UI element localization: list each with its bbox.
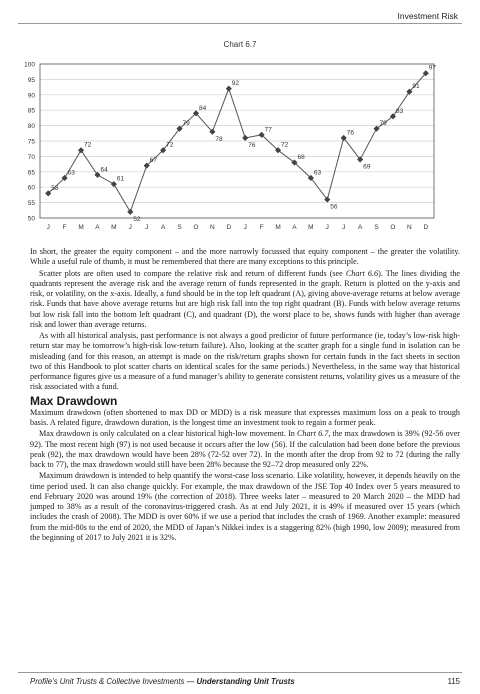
data-point bbox=[226, 86, 232, 92]
paragraph-1: In short, the greater the equity component – and the more narrowly focussed that equity component – the greater the volatility. While a useful rule of thumb, it must be remembered that there are many exceptions to this principle. bbox=[30, 247, 460, 267]
data-label: 92 bbox=[231, 80, 240, 88]
paragraph-6: Maximum drawdown is intended to help quantify the worst-case loss scenario. Like volatility, however, it depends heavily on the time period used. It can also change quickly. For example, the max drawdown of the JSE Top 40 Index over 5 years measured to end February 2020 was around 19% (the correction of 2018). Three weeks later – measured to 20 March 2020 – the MDD had jumped to 38% as a result of the coronavirus-triggered crash. As at end July 2021, it is 49% if measured over 15 years (which includes the crash of 2008). The MDD is over 60% if we use a period that includes the crash of 1969. Another example: measured from the mid-80s to the end of 2020, the MDD of Japan’s Nikkei index is a staggering 82% (high 1990, low 2009); measured from the beginning of 2017 to July 2021 it is 32%. bbox=[30, 471, 460, 542]
data-label: 64 bbox=[100, 166, 108, 174]
data-point bbox=[127, 209, 133, 215]
data-label: 72 bbox=[84, 141, 92, 149]
chart-reference: Chart 6.6 bbox=[345, 268, 379, 278]
x-tick-label: N bbox=[407, 224, 412, 231]
page-number: 115 bbox=[447, 677, 460, 686]
chart-reference: Chart 6.7 bbox=[297, 429, 329, 439]
x-tick-label: D bbox=[423, 224, 429, 231]
paragraph-2 bbox=[30, 269, 460, 331]
x-tick-label: J bbox=[145, 224, 149, 231]
data-label: 97 bbox=[428, 64, 437, 72]
y-tick-label: 60 bbox=[27, 184, 35, 192]
data-label: 91 bbox=[412, 83, 420, 91]
data-point bbox=[242, 135, 248, 141]
footer-book-title: Understanding Unit Trusts bbox=[196, 677, 295, 686]
section-heading: Max Drawdown bbox=[30, 393, 118, 408]
y-tick-label: 100 bbox=[24, 61, 35, 69]
x-tick-label: A bbox=[160, 224, 166, 231]
x-tick-label: S bbox=[177, 224, 182, 231]
x-tick-label: A bbox=[95, 224, 100, 231]
data-label: 78 bbox=[215, 135, 223, 143]
y-tick-label: 95 bbox=[27, 76, 35, 84]
paragraph-2-text: Scatter plots are often used to compare the relative risk and return of different funds (see bbox=[39, 268, 346, 278]
page-footer bbox=[30, 677, 460, 686]
data-label: 63 bbox=[67, 169, 75, 177]
line-chart bbox=[0, 52, 480, 242]
data-label: 72 bbox=[166, 141, 174, 149]
data-label: 69 bbox=[363, 163, 371, 171]
x-tick-label: A bbox=[292, 224, 297, 231]
x-tick-label: A bbox=[357, 224, 363, 231]
x-tick-label: J bbox=[342, 224, 346, 231]
y-tick-label: 50 bbox=[27, 215, 35, 223]
data-label: 76 bbox=[248, 141, 256, 149]
paragraph-4: Maximum drawdown (often shortened to max DD or MDD) is a risk measure that expresses maximum loss on a peak to trough basis. A related figure, drawdown duration, is the longest time an investment took to regain a former peak. bbox=[30, 407, 460, 427]
x-tick-label: J bbox=[243, 224, 247, 231]
data-label: 56 bbox=[330, 203, 338, 211]
chart-title: Chart 6.7 bbox=[223, 40, 257, 49]
paragraph-5-text: Max drawdown is only calculated on a clear historical high-low movement. In bbox=[39, 429, 297, 439]
x-tick-label: J bbox=[325, 224, 329, 231]
data-point bbox=[111, 181, 117, 187]
data-point bbox=[78, 147, 84, 153]
paragraph-5-text-cont: , the max drawdown is 39% (92-56 over 92). The most recent high (97) is not used because it occurs after the low (56). If the calculation had been done before the previous peak (92), the max drawdown would have been 28% (72-52 over 72). In the month after the drop from 92 to 72 (during the rally back to 77), the max drawdown would still have been 28% because the 92–72 drop measured only 22%. bbox=[30, 429, 461, 469]
x-tick-label: S bbox=[374, 224, 379, 231]
data-label: 58 bbox=[51, 184, 59, 192]
y-tick-label: 90 bbox=[27, 92, 35, 100]
body-text bbox=[30, 247, 460, 544]
x-tick-label: F bbox=[62, 224, 67, 231]
x-tick-label: F bbox=[259, 224, 264, 231]
x-tick-label: M bbox=[78, 224, 84, 231]
data-label: 72 bbox=[281, 141, 289, 149]
data-label: 67 bbox=[149, 157, 157, 165]
data-label: 61 bbox=[116, 175, 125, 183]
y-tick-label: 75 bbox=[27, 138, 35, 146]
x-tick-label: M bbox=[111, 224, 117, 231]
data-point bbox=[95, 172, 101, 178]
x-tick-label: O bbox=[193, 224, 199, 231]
footer-publication: Profile’s Unit Trusts & Collective Investments — bbox=[30, 677, 197, 686]
data-label: 63 bbox=[313, 169, 322, 177]
data-label: 76 bbox=[346, 129, 354, 137]
paragraph-5 bbox=[30, 429, 460, 470]
paragraph-2-text-cont: ). The lines dividing the quadrants represent the average risk and the average return of funds represented in the graph. Return is plotted on the y-axis and risk, or volatility, on the x-axis. Ideally, a fund should be in the top left quadrant (A), giving above-average returns at below average risk. Funds that have above average returns but are high risk fall into the top right quadrant (B). Funds with below average returns but low risk fall into the bottom left quadrant (C), and quadrant (D), the worst place to be, shows funds with higher than average risk and lower than average returns. bbox=[30, 268, 460, 329]
data-label: 68 bbox=[297, 154, 305, 162]
data-label: 77 bbox=[264, 126, 272, 134]
x-tick-label: M bbox=[275, 224, 281, 231]
paragraph-3: As with all historical analysis, past performance is not always a good predictor of future performance (ie, today’s low-risk high-return star may be tomorrow’s high-risk low-return failure). Also, looking at the scatter graph for a single fund in isolation can be misleading (and for this reason, an attempt is made on the risk/return graphs shown for certain funds in the fact sheets in section two of this Handbook to plot scatter charts on identical scales for the same periods.) Nevertheless, in the same way that historical performance figures give us a measure of a fund manager’s ability to generate consistent returns, volatility gives us a measure of the risk associated with a fund. bbox=[30, 331, 460, 392]
y-tick-label: 65 bbox=[27, 169, 35, 177]
footer-divider bbox=[18, 672, 462, 673]
y-tick-label: 80 bbox=[27, 123, 35, 131]
running-header: Investment Risk bbox=[397, 11, 458, 21]
x-tick-label: M bbox=[308, 224, 314, 231]
y-tick-label: 70 bbox=[27, 153, 35, 161]
data-label: 83 bbox=[395, 107, 404, 115]
data-label: 52 bbox=[133, 215, 141, 223]
x-tick-label: O bbox=[390, 224, 396, 231]
data-label: 79 bbox=[182, 120, 190, 128]
series-line bbox=[48, 73, 426, 212]
data-label: 79 bbox=[379, 120, 387, 128]
header-divider bbox=[18, 23, 462, 24]
y-tick-label: 85 bbox=[27, 107, 35, 115]
x-tick-label: N bbox=[210, 224, 215, 231]
y-tick-label: 55 bbox=[27, 200, 35, 208]
x-tick-label: D bbox=[226, 224, 232, 231]
x-tick-label: J bbox=[46, 224, 50, 231]
data-label: 84 bbox=[198, 104, 207, 112]
x-tick-label: J bbox=[128, 224, 132, 231]
